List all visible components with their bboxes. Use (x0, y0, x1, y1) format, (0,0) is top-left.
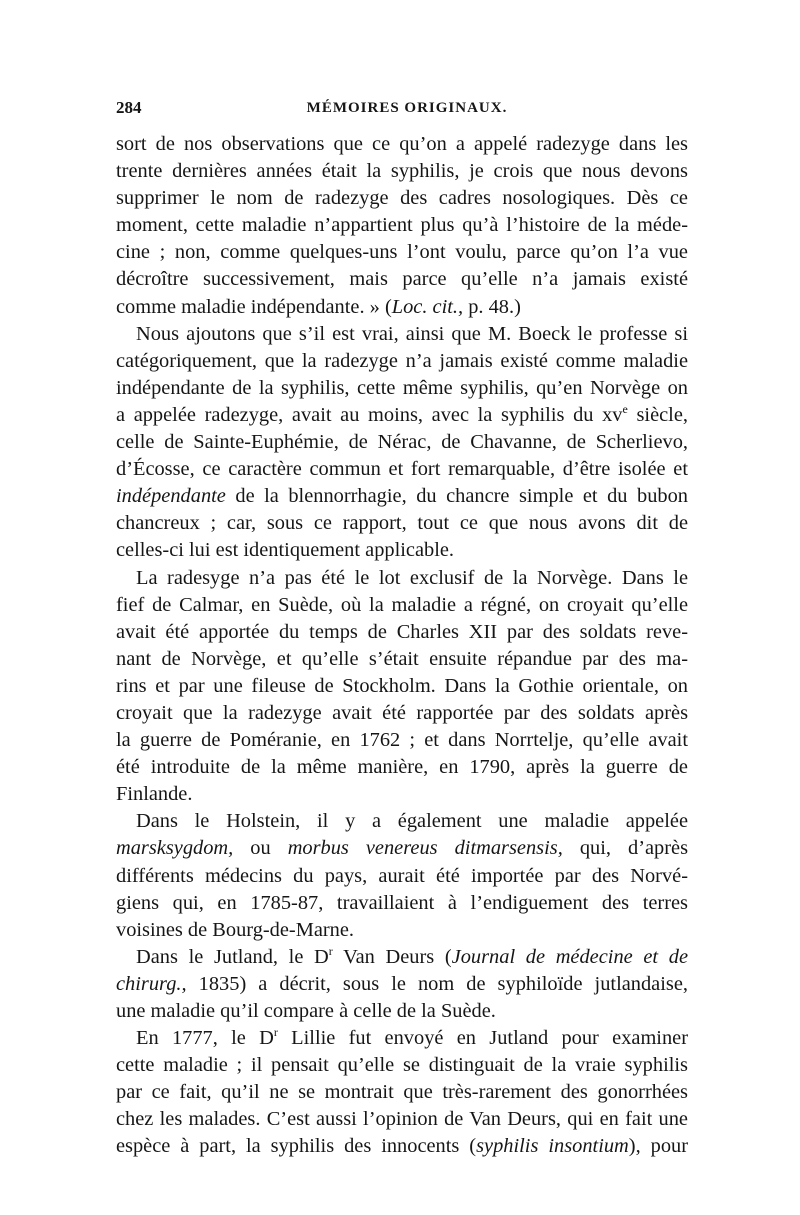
text-line: celle de Sainte-Euphémie, de Nérac, de Chavanne, de Scherlievo, (116, 431, 688, 454)
text-line (116, 483, 688, 510)
text-line: La radesyge n’a pas été le lot exclusif de la Norvège. Dans le (136, 566, 688, 589)
text-fragment: 1835) a décrit, sous le nom de syphiloïde jutlandaise, (186, 972, 688, 995)
superscript: r (328, 944, 333, 959)
paragraph-3 (116, 565, 688, 809)
running-head: MÉMOIRES ORIGINAUX. (306, 100, 508, 116)
text-fragment: qui, d’après (562, 837, 689, 860)
text-line: indépendante de la syphilis, cette même syphilis, qu’en Norvège on (116, 376, 688, 399)
text-line (116, 1025, 688, 1052)
text-fragment: ), pour (628, 1135, 689, 1158)
text-line: par ce fait, qu’il ne se montrait que très-rarement des gonorrhées (116, 1081, 688, 1104)
text-line: la guerre de Poméranie, en 1762 ; et dans Norrtelje, qu’elle avait (116, 729, 688, 752)
text-fragment: ou (233, 837, 288, 860)
text-line: supprimer le nom de radezyge des cadres nosologiques. Dès ce (116, 187, 688, 210)
text-line: chancreux ; car, sous ce rapport, tout ce que nous avons dit de (116, 512, 688, 535)
term-italic: syphilis insontium (476, 1135, 629, 1158)
text-fragment: siècle, (627, 403, 688, 426)
term-italic: marsksygdom, (116, 837, 234, 860)
text-line (116, 835, 688, 862)
text-line: Finlande. (116, 783, 193, 806)
paragraph-1 (116, 131, 688, 321)
text-line (116, 294, 688, 321)
text-line: d’Écosse, ce caractère commun et fort remarquable, d’être isolée et (116, 458, 688, 481)
text-line (116, 402, 688, 429)
text-line: décroître successivement, mais parce qu’elle n’a jamais existé (116, 268, 688, 291)
text-line: voisines de Bourg-de-Marne. (116, 918, 355, 941)
text-line (116, 971, 688, 998)
text-line: une maladie qu’il compare à celle de la Suède. (116, 1000, 496, 1022)
text-line (116, 944, 688, 971)
body-text (116, 131, 688, 1161)
text-fragment: p. 48.) (463, 295, 521, 318)
paragraph-6 (116, 1025, 688, 1160)
text-fragment: a appelée radezyge, avait au moins, avec la syphilis du xv (116, 403, 623, 426)
citation-italic: Journal de médecine et de (451, 945, 689, 968)
citation-italic: chirurg., (116, 972, 187, 995)
superscript: r (273, 1025, 278, 1040)
text-fragment: Lillie fut envoyé en Jutland pour examiner (277, 1027, 689, 1050)
text-line: été introduite de la même manière, en 1790, après la guerre de (116, 756, 688, 779)
text-line: avait été apportée du temps de Charles XII par des soldats reve- (116, 620, 688, 643)
text-fragment: espèce à part, la syphilis des innocents ( (116, 1135, 477, 1158)
text-fragment: Van Deurs ( (332, 945, 452, 968)
text-line (116, 1133, 688, 1160)
text-line: Dans le Holstein, il y a également une maladie appelée (136, 810, 688, 833)
text-line: Nous ajoutons que s’il est vrai, ainsi que M. Boeck le professe si (136, 322, 688, 345)
text-line: catégoriquement, que la radezyge n’a jamais existé comme maladie (116, 349, 688, 372)
paragraph-4 (116, 808, 688, 943)
paragraph-5 (116, 944, 688, 1025)
text-fragment: comme maladie indépendante. » ( (116, 295, 392, 318)
page-number: 284 (116, 98, 142, 117)
text-fragment: Dans le Jutland, le D (136, 945, 329, 968)
text-line: nant de Norvège, et qu’elle s’était ensuite répandue par des ma- (116, 647, 688, 670)
text-line: celles-ci lui est identiquement applicable. (116, 539, 455, 562)
superscript: e (622, 402, 628, 417)
text-fragment: de la blennorrhagie, du chancre simple et du bubon (225, 485, 688, 508)
text-line: croyait que la radezyge avait été rapportée par des soldats après (116, 701, 688, 724)
text-line: chez les malades. C’est aussi l’opinion de Van Deurs, qui en fait une (116, 1108, 688, 1131)
page-header (116, 98, 688, 124)
emphasis-italic: indépendante (116, 485, 226, 508)
text-line: giens qui, en 1785-87, travaillaient à l’endiguement des terres (116, 891, 688, 914)
text-line: rins et par une fileuse de Stockholm. Dans la Gothie orientale, on (116, 674, 688, 697)
paragraph-2 (116, 321, 688, 565)
text-fragment: En 1777, le D (136, 1027, 274, 1050)
text-line: moment, cette maladie n’appartient plus qu’à l’histoire de la méde- (116, 214, 688, 237)
text-line: différents médecins du pays, aurait été importée par des Norvé- (116, 864, 688, 887)
text-line: fief de Calmar, en Suède, où la maladie a régné, on croyait qu’elle (116, 593, 688, 616)
text-line: cette maladie ; il pensait qu’elle se distinguait de la vraie syphilis (116, 1054, 688, 1077)
text-line: cine ; non, comme quelques-uns l’ont voulu, parce qu’on l’a vue (116, 241, 688, 264)
citation-italic: Loc. cit., (391, 295, 464, 318)
text-line: sort de nos observations que ce qu’on a appelé radezyge dans les (116, 133, 688, 155)
text-line: trente dernières années était la syphilis, je crois que nous devons (116, 160, 688, 183)
term-italic: morbus venereus ditmarsensis, (287, 837, 563, 860)
